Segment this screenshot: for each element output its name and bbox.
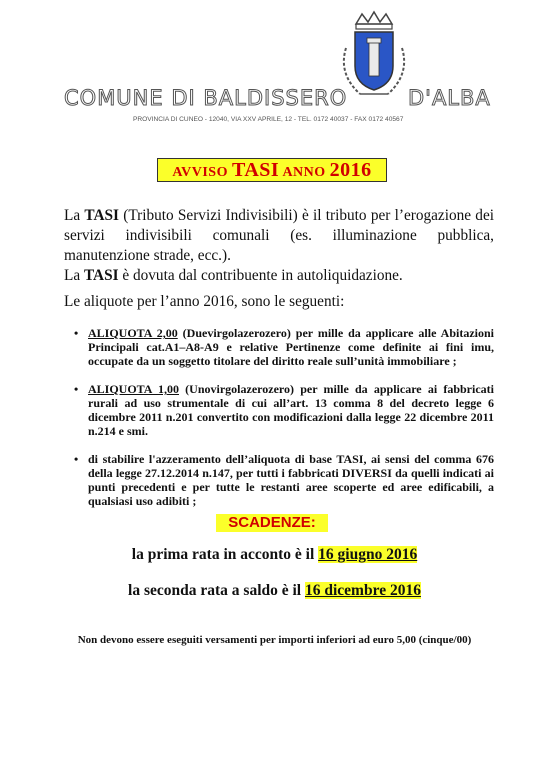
rate-item-text: (Duevirgolazerozero) per mille da applicare alle Abitazioni Principali cat.A1–A8-A9 e relative Pertinenze come definite ai fini imu, occupate da un soggetto titolare del diritto reale sull’unità immobiliare ; [88, 326, 494, 368]
first-installment-text: la prima rata in acconto è il [131, 546, 319, 563]
intro-paragraph-1 [64, 206, 494, 266]
p1-bold: TASI [84, 207, 119, 224]
rate-item-lead: ALIQUOTA 1,00 [88, 382, 179, 396]
title-part-tasi: TASI [231, 159, 280, 181]
rate-item [88, 382, 494, 438]
title-part-avviso: AVVISO [172, 165, 228, 180]
p1-rest: (Tributo Servizi Indivisibili) è il tributo per l’erogazione dei servizi indivisibili comunali (es. illuminazione pubblica, manutenzione strade, ecc.). [64, 207, 494, 264]
rate-item-lead: ALIQUOTA 2,00 [88, 326, 178, 340]
rate-item [88, 326, 494, 368]
municipality-name: COMUNE DI BALDISSERO [64, 86, 348, 110]
intro-paragraph-3: Le aliquote per l’anno 2016, sono le seguenti: [64, 293, 345, 310]
intro-paragraph-2 [64, 266, 494, 286]
municipality-name-suffix: D'ALBA [408, 86, 491, 110]
p2-prefix: La [64, 267, 84, 284]
p2-rest: è dovuta dal contribuente in autoliquidazione. [118, 267, 403, 284]
first-installment-date: 16 giugno 2016 [318, 546, 418, 563]
deadlines-label: SCADENZE: [216, 514, 328, 532]
first-installment [0, 546, 549, 564]
second-installment-text: la seconda rata a saldo è il [128, 582, 305, 599]
title-part-anno: ANNO [282, 165, 326, 180]
second-installment-date: 16 dicembre 2016 [305, 582, 421, 599]
minimum-payment-note: Non devono essere eseguiti versamenti per importi inferiori ad euro 5,00 (cinque/00) [77, 634, 472, 646]
rate-item-text: (Unovirgolazerozero) per mille da applicare ai fabbricati rurali ad uso strumentale di cui all’art. 13 comma 8 del decreto legge 6 dicembre 2011 n.201 convertito con modificazioni dalla legge 22 dicembre 2011 n.214 e smi. [88, 382, 494, 438]
p2-bold: TASI [83, 267, 119, 284]
p1-prefix: La [64, 207, 85, 224]
rates-list [88, 326, 494, 522]
municipality-address: PROVINCIA DI CUNEO - 12040, VIA XXV APRILE, 12 - TEL. 0172 40037 - FAX 0172 40567 [133, 116, 404, 123]
second-installment [0, 582, 549, 600]
title-part-year: 2016 [329, 159, 372, 181]
rate-item [88, 452, 494, 508]
notice-title [157, 158, 387, 182]
rate-item-text: di stabilire l'azzeramento dell’aliquota di base TASI, ai sensi del comma 676 della legge 27.12.2014 n.147, per tutti i fabbricati DIVERSI da quelli indicati ai punti precedenti e per tutte le restanti aree scoperte ed aree edificabili, a qualsiasi uso adibiti ; [88, 452, 494, 508]
